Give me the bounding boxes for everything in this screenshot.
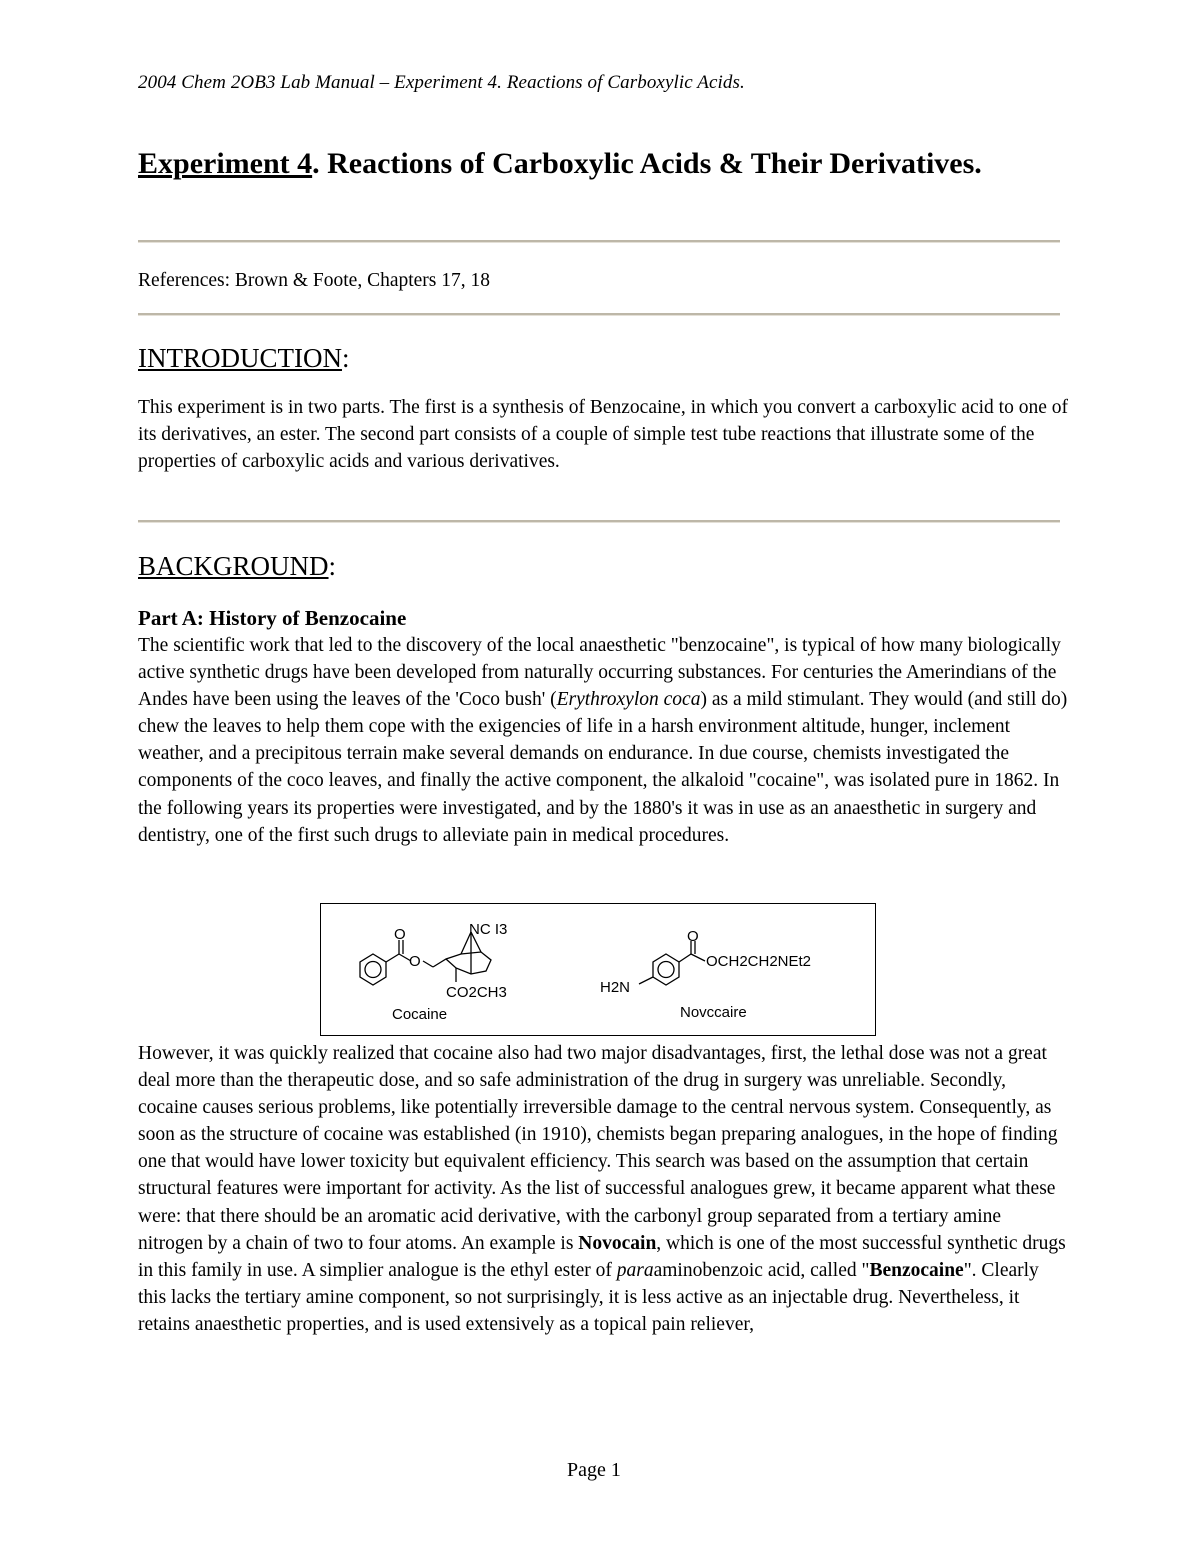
cocaine-name-label: Cocaine xyxy=(392,1006,448,1023)
cocaine-benzene-ring xyxy=(360,954,386,985)
background-heading: BACKGROUND: xyxy=(138,551,337,581)
introduction-heading: INTRODUCTION: xyxy=(138,343,350,373)
para-term: para xyxy=(616,1259,654,1281)
novocaine-amine-label: H2N xyxy=(600,979,631,996)
cocaine-nmethyl-label: NC I3 xyxy=(469,921,508,938)
references-line: References: Brown & Foote, Chapters 17, 18 xyxy=(138,270,491,291)
divider xyxy=(138,520,1060,523)
novocaine-benzene-ring xyxy=(653,954,679,985)
cocaine-o-label: O xyxy=(394,926,406,943)
introduction-paragraph: This experiment is in two parts. The first is a synthesis of Benzocaine, in which you convert a carboxylic acid to one of its derivatives, an ester. The second part consists of a couple of simple test tube reactions that illustrate some of the properties of carboxylic acids and various derivatives. xyxy=(138,397,1068,473)
background-paragraph-2: However, it was quickly realized that cocaine also had two major disadvantages, first, the lethal dose was not a great deal more than the therapeutic dose, and so safe administration of the drug in surgery was unreliable. Secondly, cocaine causes serious problems, like potentially irreversible damage to the central nervous system. Consequently, as soon as the structure of cocaine was established (in 1910), chemists began preparing analogues, in the hope of finding one that would have lower toxicity but equivalent efficiency. This search was based on the assumption that certain structural features were important for activity. As the list of successful analogues grew, it became apparent what these were: that there should be an aromatic acid derivative, with the carbonyl group separated from a tertiary amine nitrogen by a chain of two to four atoms. An example is Novocain, which is one of the most successful synthetic drugs in this family in use. A simplier analogue is the ethyl ester of paraaminobenzoic acid, called "Benzocaine". Clearly this lacks the tertiary amine component, so not surprisingly, it is less active as an injectable drug. Nevertheless, it retains anaesthetic properties, and is used extensively as a topical pain reliever, xyxy=(138,1043,1066,1335)
novocaine-name-label: Novccaire xyxy=(680,1004,747,1021)
page-title xyxy=(138,143,1062,185)
chemical-structures-diagram xyxy=(321,904,877,1037)
novocaine-chain-label: OCH2CH2NEt2 xyxy=(706,953,812,970)
benzocaine-term: Benzocaine xyxy=(869,1259,964,1281)
running-header: 2004 Chem 2OB3 Lab Manual – Experiment 4. Reactions of Carboxylic Acids. xyxy=(138,72,745,93)
cocaine-ester-label: CO2CH3 xyxy=(446,984,507,1001)
background-paragraph-1: The scientific work that led to the discovery of the local anaesthetic "benzocaine", is typical of how many biologically active synthetic drugs have been developed from naturally occurring substances. For centuries the Amerindians of the Andes have been using the leaves of the 'Coco bush' (Erythroxylon coca) as a mild stimulant. They would (and still do) chew the leaves to help them cope with the exigencies of life in a harsh environment altitude, hunger, inclement weather, and a precipitous terrain make several demands on endurance. In due course, chemists investigated the components of the coco leaves, and finally the active component, the alkaloid "cocaine", was isolated pure in 1862. In the following years its properties were investigated, and by the 1880's it was in use as an anaesthetic in surgery and dentistry, one of the first such drugs to alleviate pain in medical procedures. xyxy=(138,635,1068,846)
novocain-term: Novocain xyxy=(578,1232,657,1254)
title-experiment-number: Experiment 4 xyxy=(138,147,313,180)
cocaine-ester-o-label: O xyxy=(409,953,421,970)
page-number: Page 1 xyxy=(567,1459,621,1481)
divider xyxy=(138,313,1060,316)
structures-figure xyxy=(320,903,876,1036)
title-rest: . Reactions of Carboxylic Acids & Their Derivatives. xyxy=(312,147,982,180)
part-a-heading: Part A: History of Benzocaine xyxy=(138,606,407,630)
divider xyxy=(138,240,1060,243)
species-name: Erythroxylon coca xyxy=(556,689,701,711)
novocaine-o-label: O xyxy=(687,928,699,945)
